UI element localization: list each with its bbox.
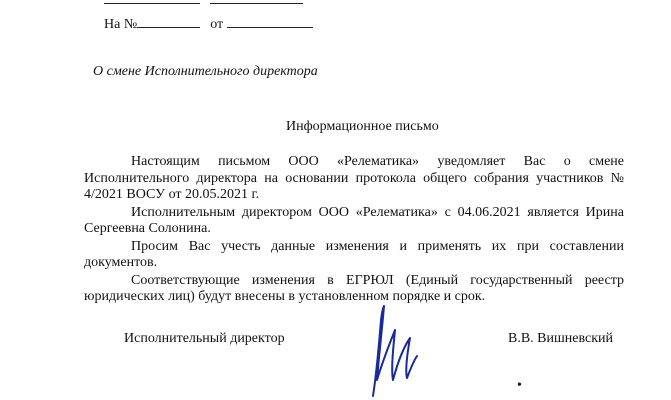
top-rule-right [210,3,303,4]
signatory-position: Исполнительный директор [124,331,285,346]
body-paragraph: Настоящим письмом ООО «Релематика» уведомляет Вас о смене Исполнительного директора на основании протокола общего собрания участников № 4/2021 ВОСУ от 20.05.2021 г. [84,154,624,202]
ink-mark: • [517,378,522,393]
letter-body [84,154,624,307]
letter-subject: О смене Исполнительного директора [93,64,318,79]
body-paragraph: Просим Вас учесть данные изменения и применять их при составлении документов. [84,238,624,270]
letter-title: Информационное письмо [286,119,439,134]
body-paragraph: Соответствующие изменения в ЕГРЮЛ (Единый государственный реестр юридических лиц) будут внесены в установленном порядке и срок. [84,272,624,304]
reference-date-blank [227,14,313,28]
reference-date-label: от [210,17,224,32]
reference-line [104,14,313,34]
top-rule-left [104,3,200,4]
signatory-name: В.В. Вишневский [508,331,614,346]
body-paragraph: Исполнительным директором ООО «Релематика» с 04.06.2021 является Ирина Сергеевна Солонина. [84,204,624,236]
reference-number-label: На № [104,17,138,32]
reference-number-blank [137,14,200,28]
handwritten-signature [355,300,445,400]
